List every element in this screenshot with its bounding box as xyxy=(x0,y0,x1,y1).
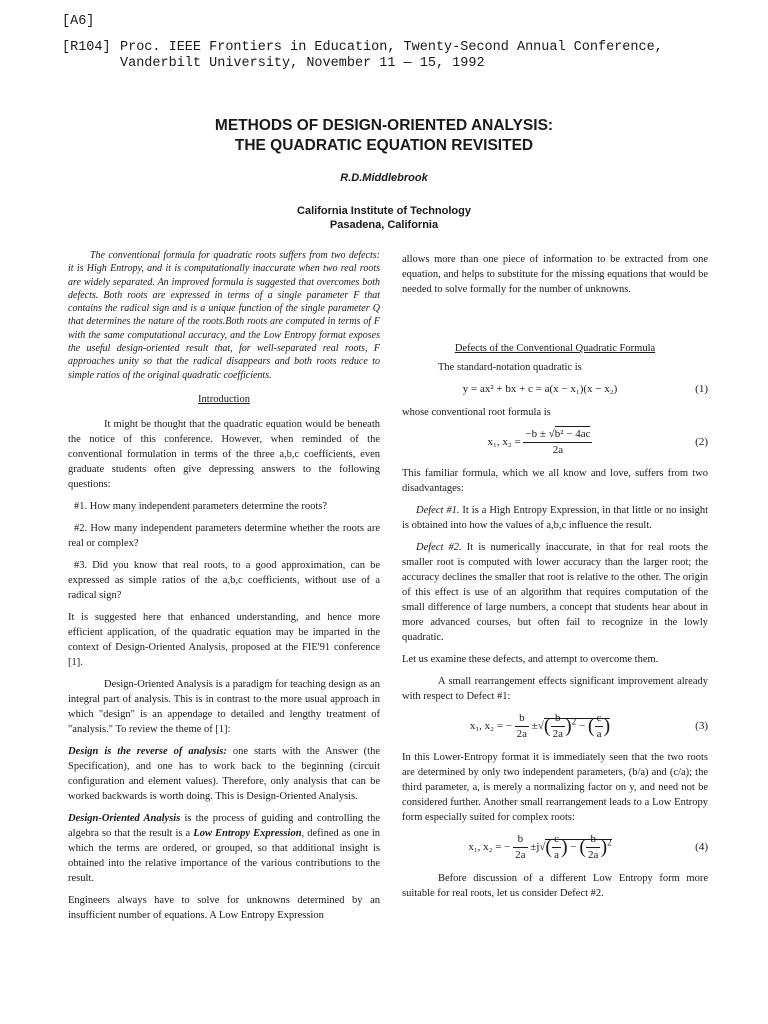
eq3-rad-b: b xyxy=(551,711,565,727)
section-heading-defects: Defects of the Conventional Quadratic Formula xyxy=(454,343,656,354)
eq4-num-b: b xyxy=(513,832,527,848)
eq4-rad-a: a xyxy=(554,849,559,861)
eq2-radicand: b² − 4ac xyxy=(554,428,591,440)
equation-3-number: (3) xyxy=(695,720,708,732)
before-discussion-paragraph: Before discussion of a different Low Entropy form more suitable for real roots, let us consider Defect #2. xyxy=(402,873,708,899)
defect-1-paragraph xyxy=(402,503,708,533)
doa-definition-paragraph xyxy=(68,811,380,886)
title-line-1: METHODS OF DESIGN-ORIENTED ANALYSIS: xyxy=(214,117,554,134)
defect-1-text: It is a High Entropy Expression, in that little or no insight is obtained into how the values of a,b,c influence the result. xyxy=(402,505,708,531)
author-name: R.D.Middlebrook xyxy=(340,172,428,184)
design-reverse-text: one starts with the Answer (the Specification), and one has to work back to the beginning (circuit configuration and element values). Therefore, only analysis that can be worked backwards is worth doing. This is Design-Oriented Analysis. xyxy=(68,745,380,802)
eq3-minus: − xyxy=(578,720,586,733)
design-reverse-paragraph xyxy=(68,744,380,804)
eq3-square: 2 xyxy=(571,716,577,727)
eq4-den-2a: 2a xyxy=(515,849,526,861)
engineers-paragraph: Engineers always have to solve for unknowns determined by an insufficient number of equations. A Low Entropy Expression xyxy=(68,894,380,921)
root-formula-intro: whose conventional root formula is xyxy=(402,407,551,418)
eq3-num-b: b xyxy=(515,711,529,727)
defect-2-lead: Defect #2. xyxy=(416,542,462,553)
eq3-rad-a: a xyxy=(596,728,602,740)
equation-1 xyxy=(402,382,708,397)
intro-paragraph-1: It might be thought that the quadratic equation would be beneath the notice of this conference. However, when reminded of the conventional formulation in terms of the three a,b,c coefficients, even graduate students often give depressing answers to the following questions: xyxy=(68,418,380,490)
rearrangement-paragraph: A small rearrangement effects significant improvement already with respect to Defect #1: xyxy=(402,676,708,702)
equation-2-body xyxy=(402,427,678,458)
title-line-2: THE QUADRATIC EQUATION REVISITED xyxy=(234,137,534,154)
equation-2-number: (2) xyxy=(695,436,708,448)
section-heading-introduction: Introduction xyxy=(198,393,250,405)
eq4-b-over-2a xyxy=(513,832,527,863)
defect-2-text: It is numerically inaccurate, in that for real roots the smaller root is computed with lower accuracy than the larger root; the accuracy declines the smaller that root is relative to the other. The origin of this effect is use of an algorithm that requires computation of the small difference of large numbers, a concept that students hear about in more advanced courses, but often fail to recognize in the lowly quadratic. xyxy=(402,542,708,643)
doa-emphasis: Low Entropy Expression xyxy=(193,827,302,839)
equation-1-body: y = ax² + bx + c = a(x − x₁)(x − x₂) xyxy=(462,383,618,395)
eq3-lhs: x₁, x₂ = − xyxy=(469,720,512,733)
eq2-lhs: x₁, x₂ = xyxy=(487,436,521,449)
eq3-b-over-2a xyxy=(515,711,529,742)
design-reverse-lead: Design is the reverse of analysis: xyxy=(68,745,227,757)
standard-quadratic-intro: The standard-notation quadratic is xyxy=(438,362,582,373)
doa-lead: Design-Oriented Analysis xyxy=(68,812,181,824)
affiliation-location: Pasadena, California xyxy=(329,219,439,231)
affiliation-institution: California Institute of Technology xyxy=(297,205,471,217)
eq4-plusminus-j: ±j xyxy=(530,841,540,854)
equation-3 xyxy=(402,711,708,742)
lower-entropy-paragraph: In this Lower-Entropy format it is immediately seen that the two roots are determined by only two independent parameters, (b/a) and (c/a); the third parameter, a, is merely a normalizing factor on y, and need not be considered further. Another small rearrangement leads to a Low Entropy form especially suited for complex roots: xyxy=(402,752,708,823)
equation-4 xyxy=(402,832,708,863)
left-column xyxy=(68,249,380,930)
doa-text-1: is the process of guiding and controlling the algebra so that the result is a xyxy=(68,812,381,839)
equation-1-number: (1) xyxy=(695,383,708,395)
equation-4-number: (4) xyxy=(695,841,708,853)
eq3-radicand: ( $\frac{b}{2a}$ )$^2$ − ( $\frac{c}{a}$ ) xyxy=(543,712,611,740)
eq3-plusminus: ± xyxy=(531,720,538,733)
question-3: #3. Did you know that real roots, to a good approximation, can be expressed as simple ratios of the a,b,c coefficients, without use of a radical sign? xyxy=(68,559,380,601)
eq4-square: 2 xyxy=(607,837,612,848)
abstract: The conventional formula for quadratic roots suffers from two defects: it is High Entropy, and it is computationally inaccurate when two real roots are widely separated. An improved formula is suggested that overcomes both defects. Both roots are expressed in terms of a single parameter F that contains the radical sign and is a unique function of the single parameter Q that determines the nature of the roots.Both roots are computed in terms of F with the same computational accuracy, and the Low Entropy format exposes the useful design-oriented result that, for well-separated real roots, F approaches unity so that the radical disappears and both roots reduce to simple ratios of the original quadratic coefficients. xyxy=(68,250,380,381)
eq3-rad-2a: 2a xyxy=(552,728,563,740)
right-paragraph-1: allows more than one piece of information to be extracted from one equation, and helps to substitute for the missing equations that would be needed to solve formally for the number of unknowns. xyxy=(402,254,708,295)
defect-1-lead: Defect #1. xyxy=(416,505,460,516)
eq4-lhs: x₁, x₂ = − xyxy=(468,841,511,854)
eq4-rad-c: c xyxy=(552,832,561,848)
eq4-sqrt-sign: √ xyxy=(539,841,546,854)
eq3-rad-c: c xyxy=(595,711,604,727)
disadvantages-paragraph: This familiar formula, which we all know and love, suffers from two disadvantages: xyxy=(402,468,708,494)
eq4-rad-b: b xyxy=(586,832,600,848)
eq2-fraction xyxy=(523,427,592,458)
reference-number: [R104] xyxy=(62,40,111,55)
examine-defects-paragraph: Let us examine these defects, and attempt to overcome them. xyxy=(402,654,659,665)
equation-2 xyxy=(402,427,708,458)
eq4-radicand: ( $\frac{c}{a}$ ) − ( $\frac{b}{2a}$ )$^2$ xyxy=(545,833,612,861)
document-tag: [A6] xyxy=(62,14,95,29)
intro-paragraph-3: Design-Oriented Analysis is a paradigm for teaching design as an integral part of analysis. This is in contrast to the more usual approach in which "design" is an appendage to detailed and lengthy treatment of "analysis." To review the theme of [1]: xyxy=(68,678,380,735)
paper-title xyxy=(0,116,768,156)
eq2-denominator: 2a xyxy=(552,444,564,456)
eq2-num-text: −b ± √ xyxy=(525,428,555,440)
eq4-rad-2a: 2a xyxy=(588,849,599,861)
venue-line-1: Proc. IEEE Frontiers in Education, Twenty-Second Annual Conference, xyxy=(120,40,663,55)
question-2: #2. How many independent parameters determine whether the roots are real or complex? xyxy=(68,522,380,549)
equation-4-body xyxy=(402,832,678,863)
eq3-sqrt-sign: √ xyxy=(537,720,544,733)
question-1: #1. How many independent parameters determine the roots? xyxy=(74,500,328,512)
equation-3-body xyxy=(402,711,678,742)
defect-2-paragraph xyxy=(402,540,708,645)
eq4-minus: − xyxy=(570,841,577,854)
eq3-den-2a: 2a xyxy=(516,728,528,740)
doa-text-2: , defined as one in which the terms are ordered, or grouped, so that additional insight is obtained into the relative importance of the various contributions to the result. xyxy=(68,827,381,884)
affiliation xyxy=(0,204,768,232)
intro-paragraph-2: It is suggested here that enhanced understanding, and hence more efficient application, of the quadratic equation may be imparted in the context of Design-Oriented Analysis, proposed at the FIE'91 conference [1]. xyxy=(68,611,380,668)
right-column xyxy=(402,252,708,908)
venue-line-2: Vanderbilt University, November 11 — 15, 1992 xyxy=(120,56,485,71)
eq2-numerator xyxy=(523,427,592,443)
